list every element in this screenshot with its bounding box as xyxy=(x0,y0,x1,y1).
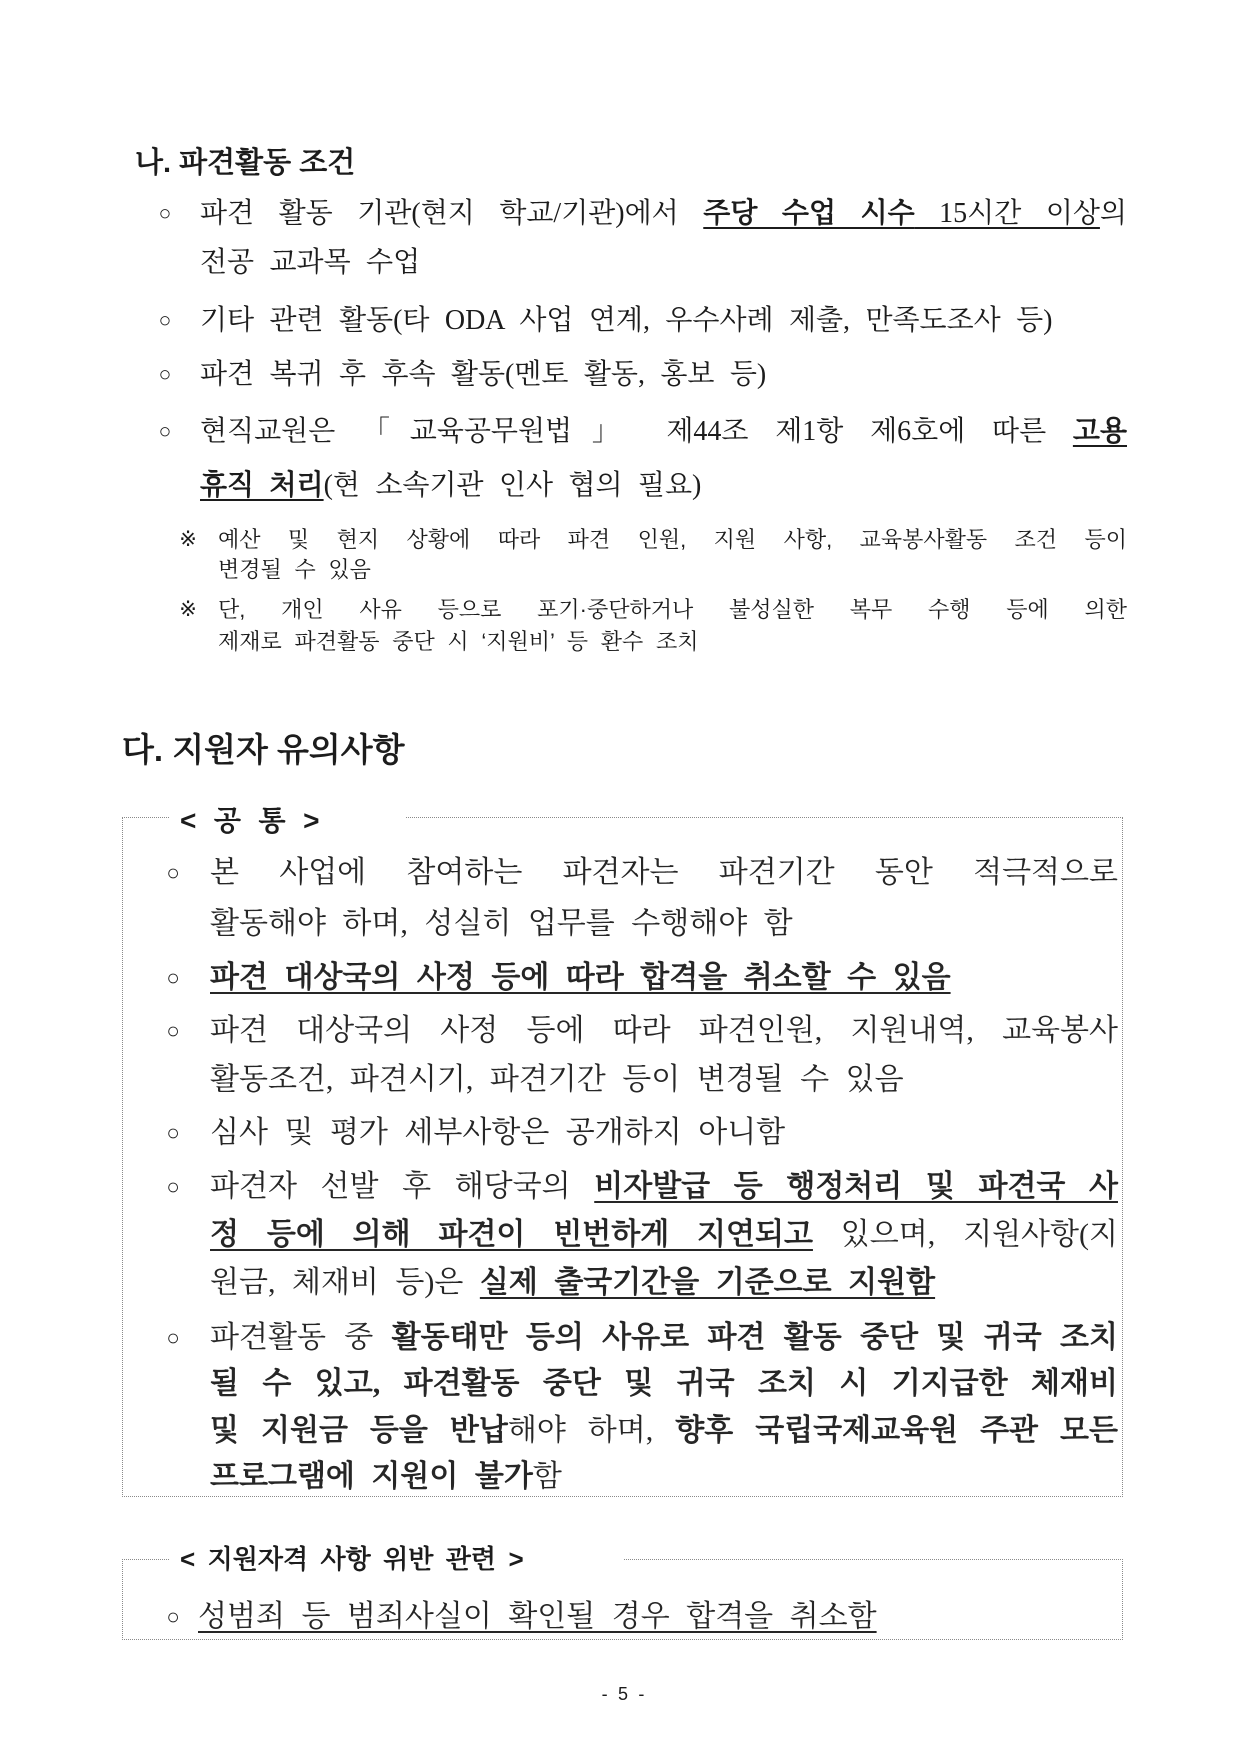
common-item4-line1 xyxy=(210,1113,1118,1153)
emphasis-text: 휴직 처리 xyxy=(200,470,324,501)
bullet-circle: ○ xyxy=(166,1325,180,1350)
text-run: 있으며, 지원사항(지 xyxy=(812,1218,1118,1251)
note2-line2: 제재로 파견활동 중단 시 ‘지원비’ 등 환수 조치 xyxy=(218,629,699,654)
eligibility-box-label: < 지원자격 사항 위반 관련 > xyxy=(169,1539,623,1579)
common-item6-line4 xyxy=(210,1457,1118,1497)
note-mark: ※ xyxy=(179,598,197,621)
text-run: 파견활동 중 xyxy=(210,1321,392,1354)
bullet-circle: ○ xyxy=(158,202,172,225)
bullet-circle: ○ xyxy=(166,1604,180,1629)
na-item1-line2 xyxy=(200,243,1127,283)
text-run: 활동해야 하며, 성실히 업무를 수행해야 함 xyxy=(210,907,793,940)
emphasis-text: 실제 출국기간을 기준으로 지원함 xyxy=(479,1266,936,1299)
common-item6-line1 xyxy=(210,1318,1118,1358)
common-item5-line2 xyxy=(210,1215,1118,1255)
text-run: 활동조건, 파견시기, 파견기간 등이 변경될 수 있음 xyxy=(210,1063,904,1096)
bold-text: 활동태만 등의 사유로 파견 활동 중단 및 귀국 조치 xyxy=(391,1321,1118,1354)
note-mark: ※ xyxy=(179,528,197,551)
text-run: 심사 및 평가 세부사항은 공개하지 아니함 xyxy=(210,1116,786,1149)
common-box-label: < 공 통 > xyxy=(169,801,406,841)
section-heading-dispatch-conditions: 나. 파견활동 조건 xyxy=(135,147,356,179)
text-run: 파견 대상국의 사정 등에 따라 파견인원, 지원내역, 교육봉사 xyxy=(210,1014,1118,1047)
bold-text: 및 지원금 등을 반납 xyxy=(210,1414,508,1447)
emphasis-text: 정 등에 의해 파견이 빈번하게 지연되고 xyxy=(210,1218,813,1251)
text-run: 기타 관련 활동(타 ODA 사업 연계, 우수사례 제출, 만족도조사 등) xyxy=(200,305,1053,336)
emphasis-text: 주당 수업 시수 xyxy=(703,198,915,229)
bold-text: 프로그램에 지원이 불가 xyxy=(210,1460,533,1493)
na-item2-line1 xyxy=(200,301,1127,341)
bullet-circle: ○ xyxy=(166,1120,180,1145)
note1-line1: 예산 및 현지 상황에 따라 파견 인원, 지원 사항, 교육봉사활동 조건 등이 xyxy=(218,527,1127,552)
emphasis-text: 파견 대상국의 사정 등에 따라 합격을 취소할 수 있음 xyxy=(210,961,951,994)
text-run: 해야 하며, xyxy=(507,1414,676,1447)
text-run: 원금, 체재비 등)은 xyxy=(210,1266,480,1299)
text-run: 파견 복귀 후 후속 활동(멘토 활동, 홍보 등) xyxy=(200,359,767,390)
bullet-circle: ○ xyxy=(166,1174,180,1199)
section-heading-applicant-notes: 다. 지원자 유의사항 xyxy=(122,731,405,768)
underlined-text: 성범죄 등 범죄사실이 확인될 경우 합격을 취소함 xyxy=(198,1600,877,1633)
bullet-circle: ○ xyxy=(158,309,172,332)
common-item2-line1 xyxy=(210,958,1118,998)
eligibility-item1-line1 xyxy=(198,1597,1118,1637)
na-item1-line1 xyxy=(200,194,1127,234)
common-item6-line2 xyxy=(210,1364,1118,1404)
text-run: 함 xyxy=(532,1460,562,1493)
common-item5-line3 xyxy=(210,1263,1118,1303)
bold-text: 될 수 있고, 파견활동 중단 및 귀국 조치 시 기지급한 체재비 xyxy=(210,1367,1118,1400)
bullet-circle: ○ xyxy=(166,860,180,885)
text-run: 전공 교과목 수업 xyxy=(200,247,421,278)
text-run: 본 사업에 참여하는 파견자는 파견기간 동안 적극적으로 xyxy=(210,856,1118,889)
note1-line2: 변경될 수 있음 xyxy=(218,557,371,582)
bullet-circle: ○ xyxy=(158,363,172,386)
bold-text: 향후 국립국제교육원 주관 모든 xyxy=(675,1414,1118,1447)
text-run: 파견자 선발 후 해당국의 xyxy=(210,1170,595,1203)
na-item4-line2 xyxy=(200,466,1127,506)
underlined-text: 15시간 이상 xyxy=(914,198,1100,229)
common-item3-line1 xyxy=(210,1011,1118,1051)
note2-line1: 단, 개인 사유 등으로 포기·중단하거나 불성실한 복무 수행 등에 의한 xyxy=(218,597,1127,622)
text-run: (현 소속기관 인사 협의 필요) xyxy=(323,470,702,501)
common-item3-line2 xyxy=(210,1060,1118,1100)
text-run: 현직교원은 「교육공무원법」 제44조 제1항 제6호에 따른 xyxy=(200,416,1073,447)
common-item6-line3 xyxy=(210,1411,1118,1451)
common-item1-line2 xyxy=(210,904,1118,944)
emphasis-text: 고용 xyxy=(1072,416,1127,447)
na-item4-line1 xyxy=(200,412,1127,452)
na-item3-line1 xyxy=(200,355,1127,395)
bullet-circle: ○ xyxy=(158,420,172,443)
bullet-circle: ○ xyxy=(166,965,180,990)
page-number: - 5 - xyxy=(601,1684,645,1704)
bullet-circle: ○ xyxy=(166,1018,180,1043)
common-item5-line1 xyxy=(210,1167,1118,1207)
text-run: 파견 활동 기관(현지 학교/기관)에서 xyxy=(200,198,704,229)
text-run: 의 xyxy=(1099,198,1127,229)
common-item1-line1 xyxy=(210,853,1118,893)
emphasis-text: 비자발급 등 행정처리 및 파견국 사 xyxy=(594,1170,1118,1203)
